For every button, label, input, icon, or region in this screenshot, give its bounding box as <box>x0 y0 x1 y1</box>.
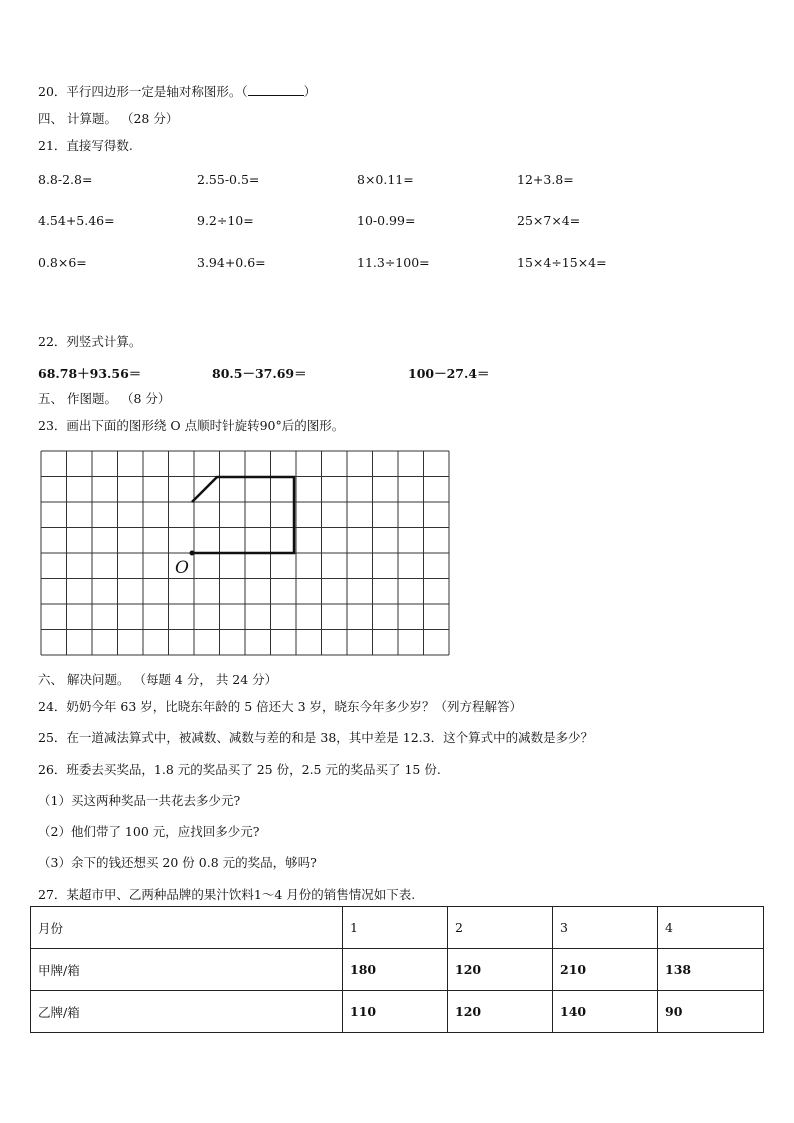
table-cell: 1 <box>343 907 448 949</box>
sales-table <box>30 906 764 1033</box>
table-cell: 90 <box>658 991 764 1033</box>
table-cell: 120 <box>448 949 553 991</box>
q21-expr: 4.54+5.46= <box>38 213 115 228</box>
table-header-row <box>31 907 764 949</box>
section5-title: 五、 作图题。 （8 分） <box>38 391 171 406</box>
q21-expr: 8.8-2.8= <box>38 172 93 187</box>
table-cell: 140 <box>553 991 658 1033</box>
q22-item: 100－27.4＝ <box>408 366 490 381</box>
table-cell: 2 <box>448 907 553 949</box>
q20-text: 20．平行四边形一定是轴对称图形。（ <box>38 84 248 99</box>
q26-sub-2: （2）他们带了 100 元，应找回多少元? <box>38 824 260 839</box>
q21-expr: 11.3÷100= <box>357 255 430 270</box>
q21-expr: 9.2÷10= <box>197 213 254 228</box>
q22-title: 22．列竖式计算。 <box>38 334 142 349</box>
table-row <box>31 991 764 1033</box>
q26-sub-1: （1）买这两种奖品一共花去多少元? <box>38 793 241 808</box>
q20-answer-blank[interactable] <box>248 84 304 96</box>
section4-title: 四、 计算题。 （28 分） <box>38 111 179 126</box>
rotation-center-point <box>190 551 195 556</box>
q21-expr: 0.8×6= <box>38 255 87 270</box>
table-cell: 月份 <box>31 907 343 949</box>
section6-title: 六、 解决问题。 （每题 4 分， 共 24 分） <box>38 672 278 687</box>
table-cell: 180 <box>343 949 448 991</box>
q20-tail: ） <box>303 84 317 99</box>
table-row <box>31 949 764 991</box>
table-cell: 乙牌/箱 <box>31 991 343 1033</box>
q21-expr: 10-0.99= <box>357 213 416 228</box>
table-cell: 3 <box>553 907 658 949</box>
table-cell: 210 <box>553 949 658 991</box>
q23-title: 23．画出下面的图形绕 O 点顺时针旋转90°后的图形。 <box>38 418 345 433</box>
q21-expr: 3.94+0.6= <box>197 255 266 270</box>
table-cell: 甲牌/箱 <box>31 949 343 991</box>
q21-expr: 8×0.11= <box>357 172 414 187</box>
q20-line <box>38 82 316 100</box>
rotation-grid[interactable] <box>40 450 450 658</box>
table-cell: 138 <box>658 949 764 991</box>
q21-expr: 25×7×4= <box>517 213 581 228</box>
q26-text: 26．班委去买奖品，1.8 元的奖品买了 25 份，2.5 元的奖品买了 15 份. <box>38 762 441 777</box>
table-cell: 120 <box>448 991 553 1033</box>
q21-expr: 15×4÷15×4= <box>517 255 607 270</box>
q21-expr: 12+3.8= <box>517 172 574 187</box>
q26-sub-3: （3）余下的钱还想买 20 份 0.8 元的奖品，够吗? <box>38 855 317 870</box>
q27-text: 27．某超市甲、乙两种品牌的果汁饮料1～4 月份的销售情况如下表. <box>38 887 416 902</box>
point-o-label: O <box>175 558 189 578</box>
q25-text: 25．在一道减法算式中，被减数、减数与差的和是 38，其中差是 12.3．这个算式中的减数是多少？ <box>38 730 594 745</box>
shape-figure <box>192 477 294 553</box>
q21-title: 21．直接写得数. <box>38 138 133 153</box>
q22-item: 80.5－37.69＝ <box>212 366 307 381</box>
table-cell: 110 <box>343 991 448 1033</box>
q24-text: 24．奶奶今年 63 岁，比晓东年龄的 5 倍还大 3 岁，晓东今年多少岁？（列方程解答） <box>38 699 523 714</box>
q21-expr: 2.55-0.5= <box>197 172 260 187</box>
table-cell: 4 <box>658 907 764 949</box>
q22-item: 68.78＋93.56＝ <box>38 366 142 381</box>
